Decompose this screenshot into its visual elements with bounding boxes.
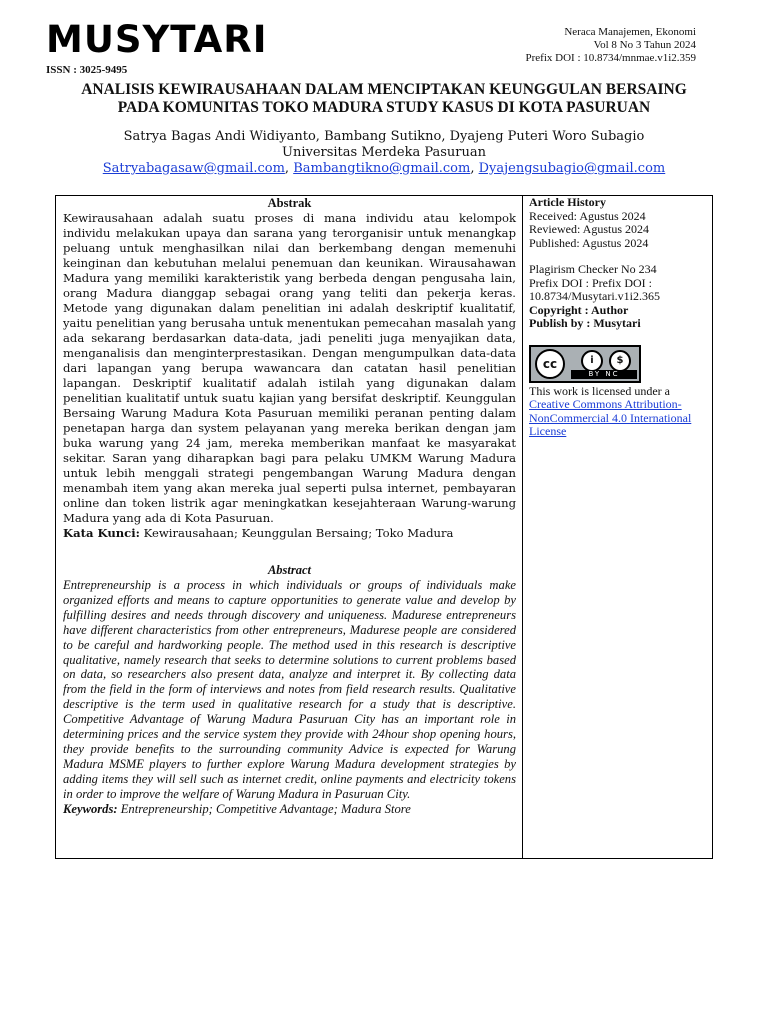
- email-line: [40, 161, 728, 177]
- email-link-3[interactable]: Dyajengsubagio@gmail.com: [478, 161, 666, 176]
- keywords: [63, 802, 516, 817]
- author-names: Satrya Bagas Andi Widiyanto, Bambang Sutikno, Dyajeng Puteri Woro Subagio: [123, 129, 645, 144]
- kata-kunci-text: Kewirausahaan; Keunggulan Bersaing; Toko Madura: [139, 526, 454, 540]
- abstract-table: [55, 195, 713, 859]
- journal-name: Neraca Manajemen, Ekonomi: [564, 26, 696, 38]
- copyright: Copyright : Author: [529, 302, 629, 317]
- title-line-2: PADA KOMUNITAS TOKO MADURA STUDY KASUS DI KOTA PASURUAN: [117, 99, 651, 116]
- abstrak-text: Kewirausahaan adalah suatu proses di mana individu atau kelompok individu melakukan upaya dan sarana yang terorganisir untuk menangkap peluang untuk menghasilkan nilai dan berkembang dengan memenuhi keinginan dan kebutuhan melalui penemuan dan keunikan. Wirausahawan Madura yang memiliki karakteristik yang berbeda dengan pengusaha lain, orang Madura dianggap sebagai orang yang teliti dan pekerja keras. Metode yang digunakan dalam penelitian ini adalah deskriptif kualitatif, yaitu penelitian yang berusaha untuk menentukan pemecahan masalah yang ada sekarang berdasarkan data-data, jadi peneliti juga menyajikan data, menganalisis dan menginterprestasikan. Dengan mengumpulkan data-data dari lapangan yang berupa wawancara dan catatan hasil penelitian lapangan. Deskriptif kualitatif adalah istilah yang digunakan dalam penelitian kualitatif untuk suatu kajian yang bersifat deskriptif. Keunggulan Bersaing Warung Madura Kota Pasuruan memiliki peranan penting dalam penetapan harga dan system pelayanan yang mereka berikan dengan jam buka warung yang 24 jam, mereka memberikan manfaat ke masyarakat sekitar. Saran yang diharapkan bagi para pelaku UMKM Warung Madura untuk lebih menggali strategi pengembangan Warung Madura dengan menambah item yang akan mereka jual seperti pulsa internet, pembayaran online dan token listrik agar meningkatkan kesejahteraan Warung-warung Madura yang ada di Kota Pasuruan.: [63, 211, 516, 525]
- kata-kunci: [63, 526, 516, 541]
- license-prefix: This work is licensed under a: [529, 383, 670, 398]
- abstract-column: [63, 196, 516, 817]
- email-separator: ,: [470, 161, 479, 176]
- journal-logo: MUSYTARI: [46, 18, 268, 61]
- reviewed-date: Reviewed: Agustus 2024: [529, 222, 649, 236]
- keywords-label: Keywords:: [63, 801, 118, 816]
- journal-volume: Vol 8 No 3 Tahun 2024: [593, 39, 696, 51]
- email-separator: ,: [284, 161, 294, 176]
- kata-kunci-label: Kata Kunci:: [63, 526, 140, 540]
- prefix-doi: Prefix DOI : Prefix DOI : 10.8734/Musytari.v1i2.365: [529, 275, 660, 303]
- noncommercial-icon: $: [609, 350, 631, 372]
- paper-title: [40, 81, 728, 117]
- published-date: Published: Agustus 2024: [529, 235, 649, 250]
- journal-info: [526, 26, 696, 65]
- abstract-text: Entrepreneurship is a process in which individuals or groups of individuals make organized efforts and means to capture opportunities to generate value and develop by fulfilling desires and needs through discovery and uniqueness. Madurese entrepreneurs have different characteristics from other entrepreneurs, Madurese people are considered to be careful and hardworking people. The method used in this research is descriptive qualitative, namely research that seeks to determine solutions to current problems based on data, so researchers also present data, analyze and interpret it. By collecting data from the field in the form of interviews and notes from field research results. Qualitative descriptive is the term used in qualitative research for a study that is descriptive. Competitive Advantage of Warung Madura Pasuruan City has an important role in determining prices and the service system they provide with 24hour shop opening hours, they provide benefits to the surrounding community Advice is expected for Warung Madura MSME players to further explore Warung Madura development strategies by adding items they will sell such as internet credit, online payments and electricity tokens in order to improve the welfare of Warung Madura in Pasuruan City.: [63, 578, 516, 801]
- license-text: [529, 385, 707, 439]
- attribution-icon: i: [581, 350, 603, 372]
- license-link[interactable]: Creative Commons Attribution-NonCommercial 4.0 International License: [529, 397, 692, 438]
- cc-icon: cc: [535, 349, 565, 379]
- plagiarism-checker: Plagirism Checker No 234: [529, 262, 657, 276]
- author-block: [40, 129, 728, 177]
- title-line-1: ANALISIS KEWIRAUSAHAAN DALAM MENCIPTAKAN KEUNGGULAN BERSAING: [81, 81, 687, 98]
- journal-doi: Prefix DOI : 10.8734/mnmae.v1i2.359: [525, 52, 696, 64]
- email-link-1[interactable]: Satryabagasaw@gmail.com: [102, 161, 285, 176]
- received-date: Received: Agustus 2024: [529, 208, 646, 223]
- column-divider: [522, 196, 523, 858]
- issn: ISSN : 3025-9495: [46, 64, 128, 76]
- cc-license-badge[interactable]: [529, 345, 641, 383]
- affiliation: Universitas Merdeka Pasuruan: [281, 145, 486, 160]
- publisher: Publish by : Musytari: [529, 316, 641, 330]
- email-link-2[interactable]: Bambangtikno@gmail.com: [293, 161, 471, 176]
- history-heading: Article History: [529, 195, 606, 209]
- abstract-heading: Abstract: [267, 563, 312, 577]
- keywords-text: Entrepreneurship; Competitive Advantage; Madura Store: [117, 801, 411, 816]
- article-history: [529, 196, 707, 331]
- cc-badge-strip: BY NC: [571, 370, 637, 379]
- abstrak-heading: Abstrak: [267, 196, 312, 210]
- article-info-column: [529, 196, 707, 439]
